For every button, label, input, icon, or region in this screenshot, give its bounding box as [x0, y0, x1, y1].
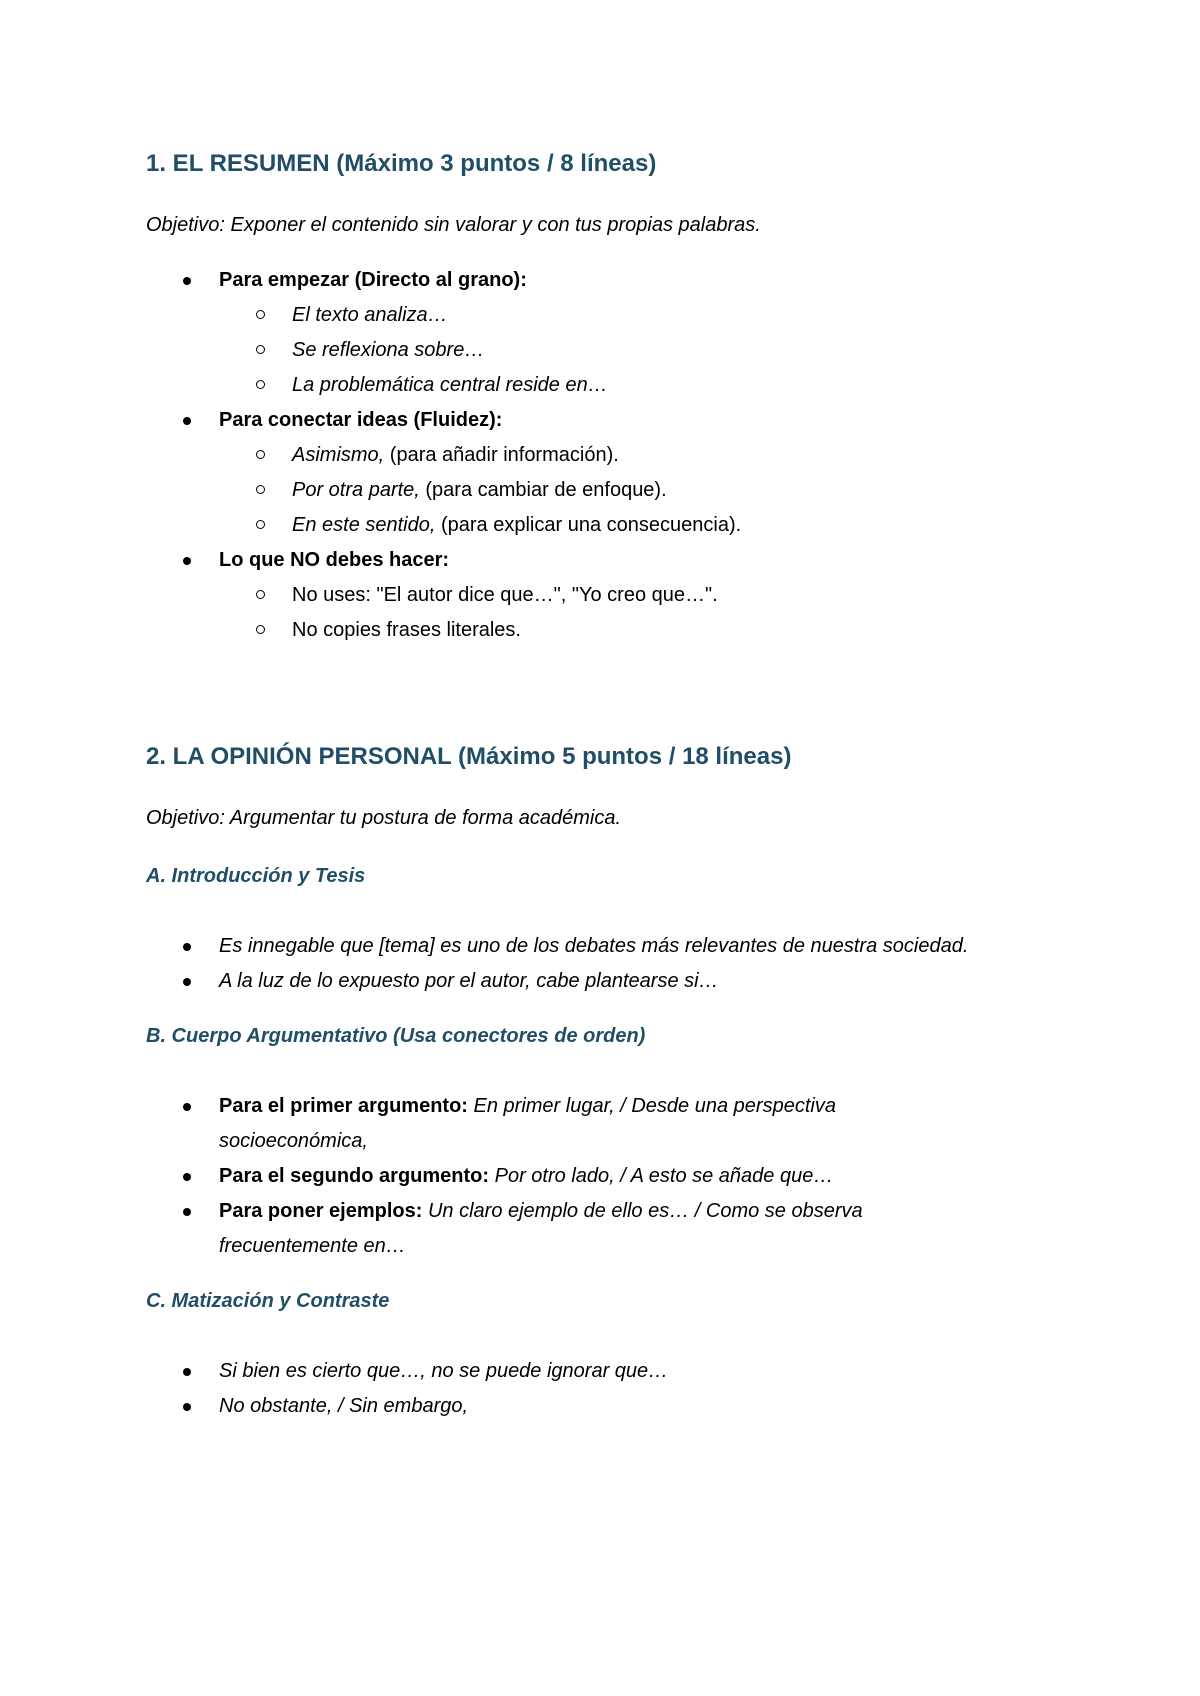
- subsection-b-list: [146, 1089, 1080, 1264]
- subsection-a-list: [146, 929, 1080, 999]
- group-label: Para conectar ideas (Fluidez):: [219, 409, 503, 431]
- list-item: El texto analiza…: [292, 298, 1080, 333]
- item-text: Un claro ejemplo de ello es… / Como se observa frecuentemente en…: [219, 1200, 863, 1257]
- list-item: No obstante, / Sin embargo,: [219, 1389, 979, 1424]
- list-item: [292, 508, 1080, 543]
- item-label: Para el segundo argumento:: [219, 1165, 490, 1187]
- sub-list: [219, 578, 1080, 648]
- list-item: [219, 263, 1080, 403]
- subsection-c-title: C. Matización y Contraste: [146, 1290, 390, 1312]
- list-item: No copies frases literales.: [292, 613, 1080, 648]
- section-1-objective: Objetivo: Exponer el contenido sin valorar y con tus propias palabras.: [146, 214, 761, 236]
- section-2-objective: Objetivo: Argumentar tu postura de forma académica.: [146, 807, 622, 829]
- sub-list: [219, 438, 1080, 543]
- group-label: Lo que NO debes hacer:: [219, 549, 450, 571]
- list-item: A la luz de lo expuesto por el autor, cabe plantearse si…: [219, 964, 979, 999]
- section-1-list: [146, 263, 1080, 648]
- list-item: [292, 438, 1080, 473]
- connector-text: Por otra parte,: [292, 479, 420, 501]
- item-label: Para el primer argumento:: [219, 1095, 468, 1117]
- list-item: [292, 473, 1080, 508]
- subsection-c-list: [146, 1354, 1080, 1424]
- sub-list: [219, 298, 1080, 403]
- list-item: No uses: "El autor dice que…", "Yo creo que…".: [292, 578, 1080, 613]
- subsection-a-title: A. Introducción y Tesis: [146, 865, 366, 887]
- connector-text: Asimismo,: [292, 444, 385, 466]
- item-label: Para poner ejemplos:: [219, 1200, 423, 1222]
- explanation-text: (para cambiar de enfoque).: [419, 479, 667, 501]
- list-item: Se reflexiona sobre…: [292, 333, 1080, 368]
- list-item: La problemática central reside en…: [292, 368, 1080, 403]
- explanation-text: (para añadir información).: [384, 444, 619, 466]
- explanation-text: (para explicar una consecuencia).: [435, 514, 742, 536]
- group-label: Para empezar (Directo al grano):: [219, 269, 527, 291]
- list-item: [219, 543, 1080, 648]
- list-item: Es innegable que [tema] es uno de los debates más relevantes de nuestra sociedad.: [219, 929, 979, 964]
- list-item: [219, 1089, 979, 1159]
- item-text: Por otro lado, / A esto se añade que…: [489, 1165, 834, 1187]
- list-item: Si bien es cierto que…, no se puede ignorar que…: [219, 1354, 979, 1389]
- item-text: En primer lugar, / Desde una perspectiva socioeconómica,: [219, 1095, 836, 1152]
- section-1-title: 1. EL RESUMEN (Máximo 3 puntos / 8 líneas): [146, 150, 657, 177]
- list-item: [219, 403, 1080, 543]
- subsection-b-title: B. Cuerpo Argumentativo (Usa conectores de orden): [146, 1025, 646, 1047]
- connector-text: En este sentido,: [292, 514, 436, 536]
- list-item: [219, 1159, 979, 1194]
- section-2-title: 2. LA OPINIÓN PERSONAL (Máximo 5 puntos / 18 líneas): [146, 743, 792, 770]
- list-item: [219, 1194, 979, 1264]
